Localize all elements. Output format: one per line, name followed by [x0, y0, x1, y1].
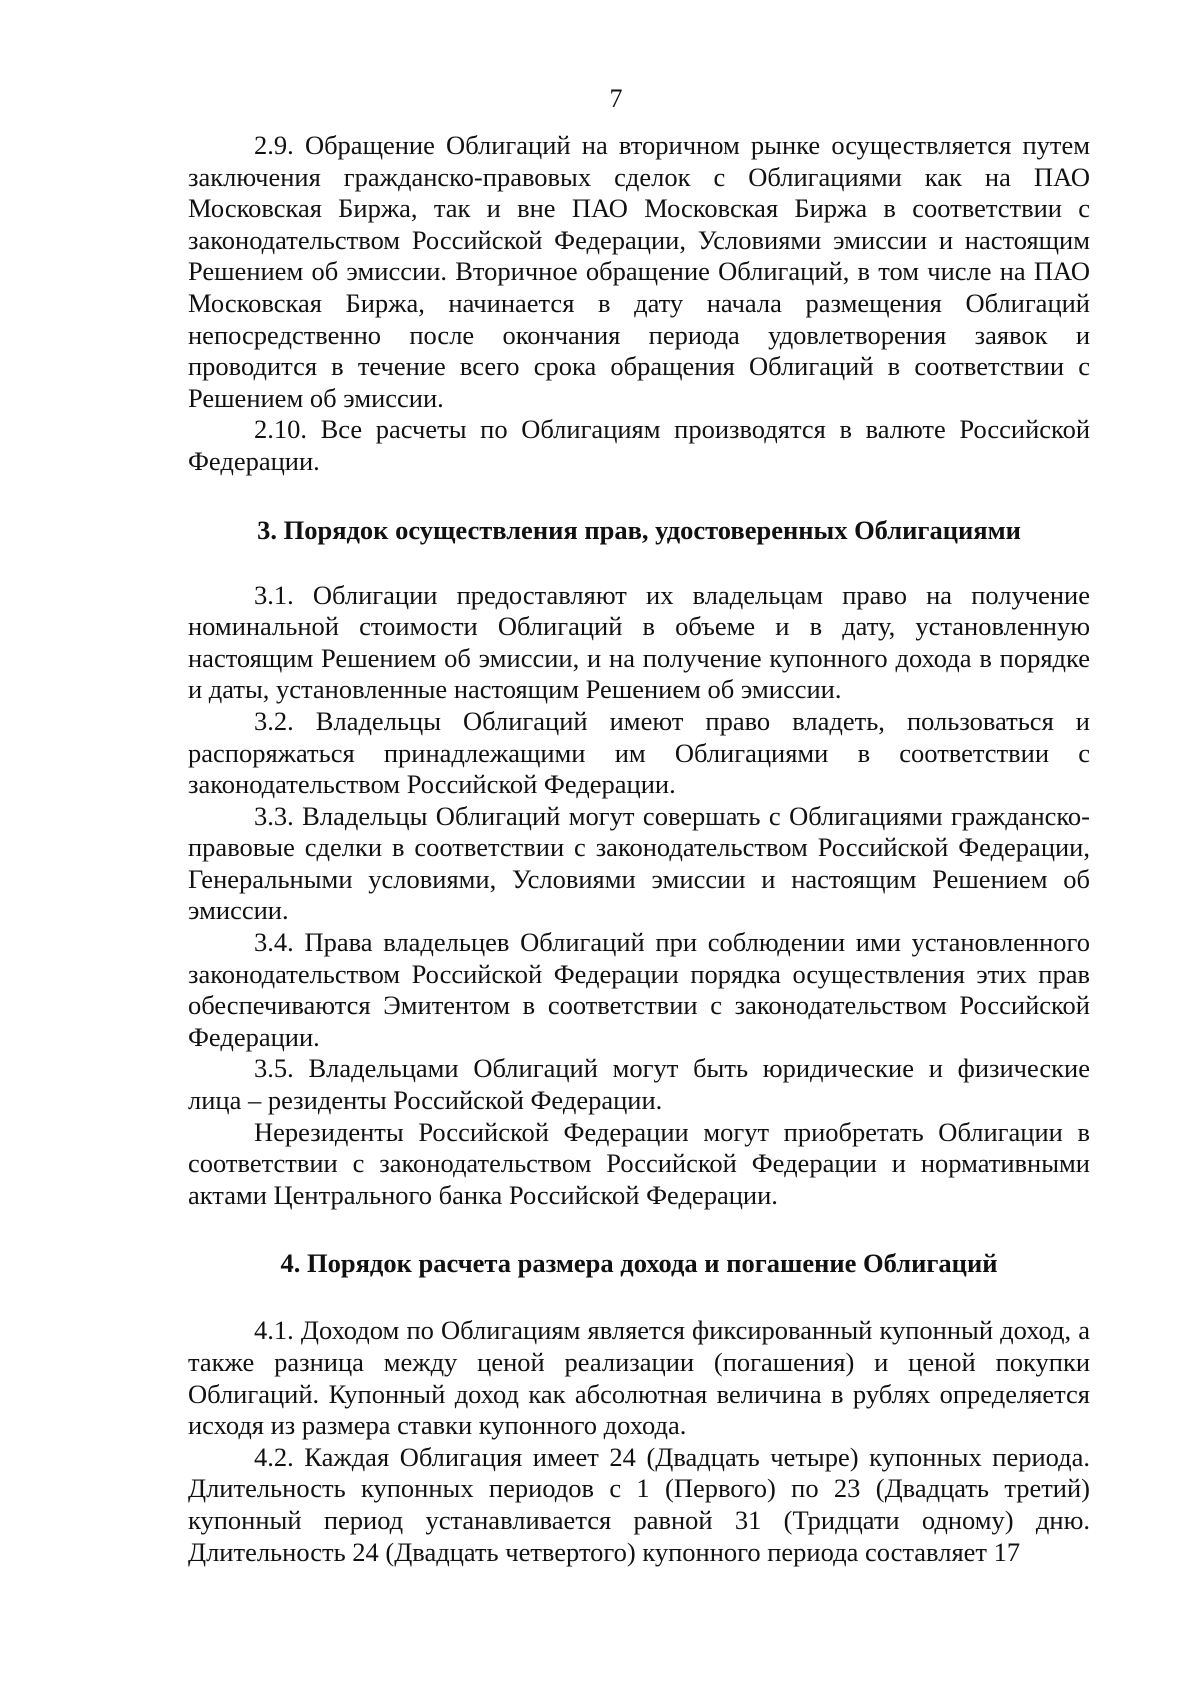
paragraph-4-1: 4.1. Доходом по Облигациям является фиксированный купонный доход, а также разница между ценой реализации (погашения) и ценой покупки Облигаций. Купонный доход как абсолютная величина в рублях определяется исходя из размера ставки купонного дохода.: [188, 1315, 1090, 1441]
section-4-body: [188, 1315, 1090, 1568]
paragraph-nonresidents: Нерезиденты Российской Федерации могут приобретать Облигации в соответствии с законодательством Российской Федерации и нормативными актами Центрального банка Российской Федерации.: [188, 1116, 1090, 1210]
paragraph-4-2: 4.2. Каждая Облигация имеет 24 (Двадцать четыре) купонных периода. Длительность купонных периодов с 1 (Первого) по 23 (Двадцать третий) купонный период устанавливается равной 31 (Тридцати одному) дню. Длительность 24 (Двадцать четвертого) купонного периода составляет 17: [188, 1441, 1090, 1567]
section-3-body: [188, 580, 1090, 1212]
section-3-heading: 3. Порядок осуществления прав, удостоверенных Облигациями: [257, 514, 1021, 545]
paragraph-2-10: 2.10. Все расчеты по Облигациям производятся в валюте Российской Федерации.: [188, 414, 1090, 476]
section-4-heading: 4. Порядок расчета размера дохода и погашение Облигаций: [280, 1248, 998, 1279]
paragraph-2-9: 2.9. Обращение Облигаций на вторичном рынке осуществляется путем заключения гражданско-правовых сделок с Облигациями как на ПАО Московская Биржа, так и вне ПАО Московская Биржа в соответствии с законодательством Российской Федерации, Условиями эмиссии и настоящим Решением об эмиссии. Вторичное обращение Облигаций, в том числе на ПАО Московская Биржа, начинается в дату начала размещения Облигаций непосредственно после окончания периода удовлетворения заявок и проводится в течение всего срока обращения Облигаций в соответствии с Решением об эмиссии.: [188, 130, 1090, 413]
paragraph-3-5: 3.5. Владельцами Облигаций могут быть юридические и физические лица – резиденты Российской Федерации.: [188, 1053, 1090, 1116]
paragraph-3-4: 3.4. Права владельцев Облигаций при соблюдении ими установленного законодательством Российской Федерации порядка осуществления этих прав обеспечиваются Эмитентом в соответствии с законодательством Российской Федерации.: [188, 927, 1090, 1052]
document-body: [188, 130, 1090, 1568]
paragraph-3-3: 3.3. Владельцы Облигаций могут совершать с Облигациями гражданско-правовые сделки в соответствии с законодательством Российской Федерации, Генеральными условиями, Условиями эмиссии и настоящим Решением об эмиссии.: [188, 800, 1090, 926]
paragraph-3-1: 3.1. Облигации предоставляют их владельцам право на получение номинальной стоимости Облигаций в объеме и в дату, установленную настоящим Решением об эмиссии, и на получение купонного дохода в порядке и даты, установленные настоящим Решением об эмиссии.: [188, 579, 1090, 705]
page-number: 7: [609, 84, 623, 113]
paragraph-3-2: 3.2. Владельцы Облигаций имеют право владеть, пользоваться и распоряжаться принадлежащими им Облигациями в соответствии с законодательством Российской Федерации.: [188, 705, 1090, 800]
